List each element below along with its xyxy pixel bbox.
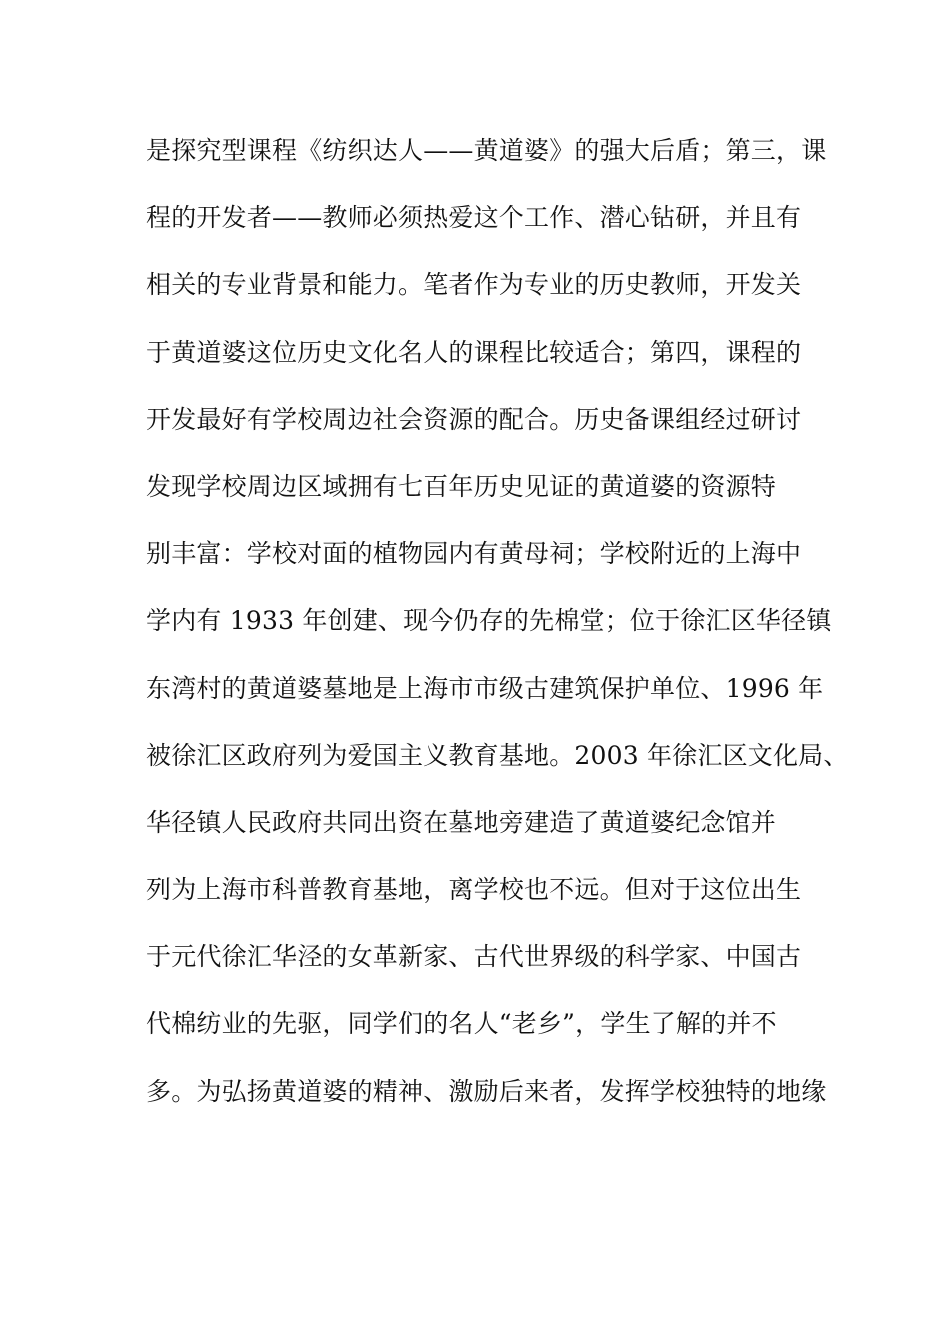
text-line: 发现学校周边区域拥有七百年历史见证的黄道婆的资源特 [146,471,777,501]
text-line: 多。为弘扬黄道婆的精神、激励后来者，发挥学校独特的地缘 [146,1076,827,1106]
text-line: 于元代徐汇华泾的女革新家、古代世界级的科学家、中国古 [146,942,802,972]
text-line: 于黄道婆这位历史文化名人的课程比较适合；第四，课程的 [146,337,802,367]
body-paragraph [146,128,849,1136]
text-line: 东湾村的黄道婆墓地是上海市市级古建筑保护单位、1996 年 [146,673,824,703]
text-line: 别丰富：学校对面的植物园内有黄母祠；学校附近的上海中 [146,539,802,569]
text-line: 程的开发者——教师必须热爱这个工作、潜心钻研，并且有 [146,203,802,233]
text-line: 是探究型课程《纺织达人——黄道婆》的强大后盾；第三，课 [146,136,827,165]
text-line: 被徐汇区政府列为爱国主义教育基地。2003 年徐汇区文化局、 [146,740,849,770]
text-line: 相关的专业背景和能力。笔者作为专业的历史教师，开发关 [146,270,802,300]
text-line: 华径镇人民政府共同出资在墓地旁建造了黄道婆纪念馆并 [146,807,777,837]
text-line: 代棉纺业的先驱，同学们的名人“老乡”，学生了解的并不 [146,1009,777,1039]
text-line: 学内有 1933 年创建、现今仍存的先棉堂；位于徐汇区华径镇 [146,606,832,636]
text-line: 列为上海市科普教育基地，离学校也不远。但对于这位出生 [146,875,802,905]
text-line: 开发最好有学校周边社会资源的配合。历史备课组经过研讨 [146,404,802,434]
